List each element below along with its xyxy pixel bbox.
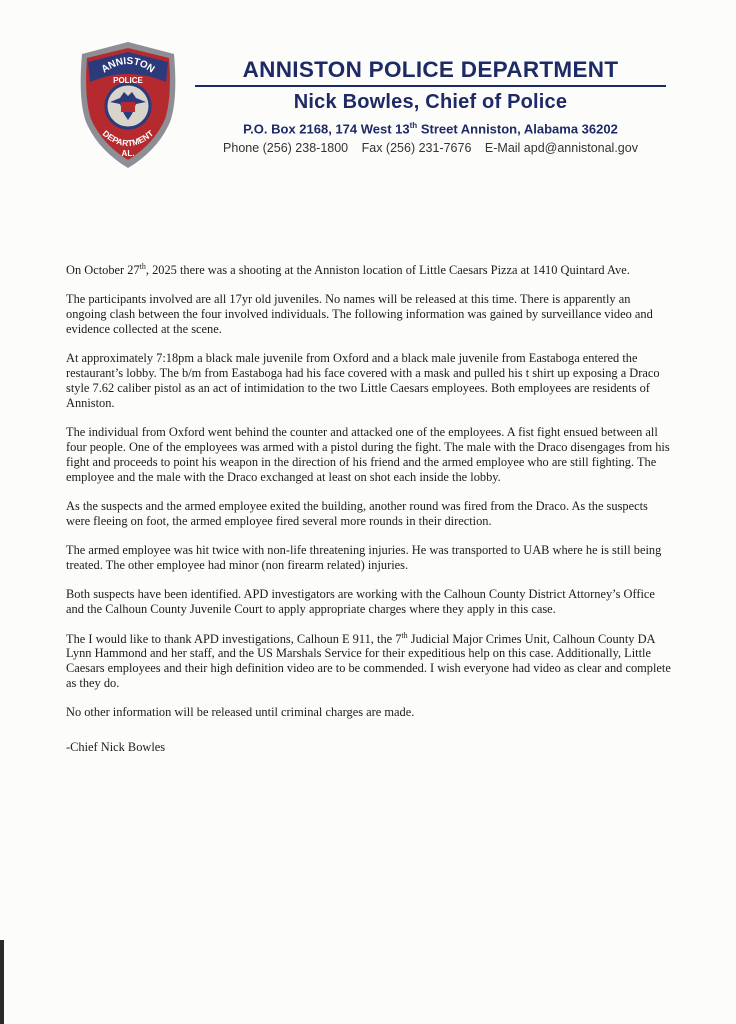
paragraph-suspects: Both suspects have been identified. APD investigators are working with the Calhoun County District Attorney’s Office and the Calhoun County Juvenile Court to apply appropriate charges where they apply in this case. xyxy=(66,587,655,617)
badge-stripes xyxy=(121,102,135,112)
department-name: ANNISTON POLICE DEPARTMENT xyxy=(242,57,619,82)
badge-text-state: AL. xyxy=(121,149,135,158)
signature: -Chief Nick Bowles xyxy=(66,740,166,755)
header-divider xyxy=(195,85,666,87)
mailing-address: P.O. Box 2168, 174 West 13th Street Anniston, Alabama 36202 xyxy=(243,120,618,136)
phone-number: Phone (256) 238-1800 xyxy=(223,140,349,155)
paragraph-closing: No other information will be released until criminal charges are made. xyxy=(66,705,415,720)
police-badge-logo xyxy=(74,40,182,170)
paragraph-entry: At approximately 7:18pm a black male juvenile from Oxford and a black male juvenile from Eastaboga entered the restaurant’s lobby. The b/m from Eastaboga had his face covered with a mask and pulled his t shirt up exposing a Draco style 7.62 caliber pistol as an act of intimidation to the two Little Caesars employees. Both employees are residents of Anniston. xyxy=(66,351,660,410)
paragraph-participants: The participants involved are all 17yr old juveniles. No names will be released at this time. There is apparently an ongoing clash between the four involved individuals. The following information was gained by surveillance video and evidence collected at the scene. xyxy=(66,292,653,336)
paragraph-incident: On October 27th, 2025 there was a shooting at the Anniston location of Little Caesars Pizza at 1410 Quintard Ave. xyxy=(66,261,630,277)
paragraph-injuries: The armed employee was hit twice with non-life threatening injuries. He was transported to UAB where he is still being treated. The other employee had minor (non firearm related) injuries. xyxy=(66,543,662,572)
badge-text-department: DEPARTMENT xyxy=(100,128,156,149)
paragraph-fight: The individual from Oxford went behind the counter and attacked one of the employees. A fist fight ensued between all four people. One of the employees was armed with a pistol during the fight. The male with the Draco disengages from his fight and proceeds to point his weapon in the direction of his friend and the armed employee who are still fighting. The employee and the male with the Draco exchanged at least on shot each inside the lobby. xyxy=(66,425,670,484)
letterhead xyxy=(195,58,666,156)
chief-name: Nick Bowles, Chief of Police xyxy=(293,90,568,113)
badge-text-top: ANNISTON xyxy=(99,55,157,76)
badge-text-police: POLICE xyxy=(113,76,143,85)
contact-line xyxy=(195,140,666,156)
fax-number: Fax (256) 231-7676 xyxy=(361,140,472,155)
email-address: E-Mail apd@annistonal.gov xyxy=(484,140,638,155)
paragraph-exit: As the suspects and the armed employee exited the building, another round was fired from the Draco. As the suspects were fleeing on foot, the armed employee fired several more rounds in their direction. xyxy=(66,498,648,528)
paragraph-thanks: The I would like to thank APD investigations, Calhoun E 911, the 7th Judicial Major Crimes Unit, Calhoun County DA Lynn Hammond and her staff, and the US Marshals Service for their expeditious help on this case. Additionally, Little Caesars employees and their high definition video are to be commended. I wish everyone had video as clear and complete as they do. xyxy=(66,630,671,690)
letter-body xyxy=(66,263,672,769)
scan-edge-shadow xyxy=(0,940,4,1024)
